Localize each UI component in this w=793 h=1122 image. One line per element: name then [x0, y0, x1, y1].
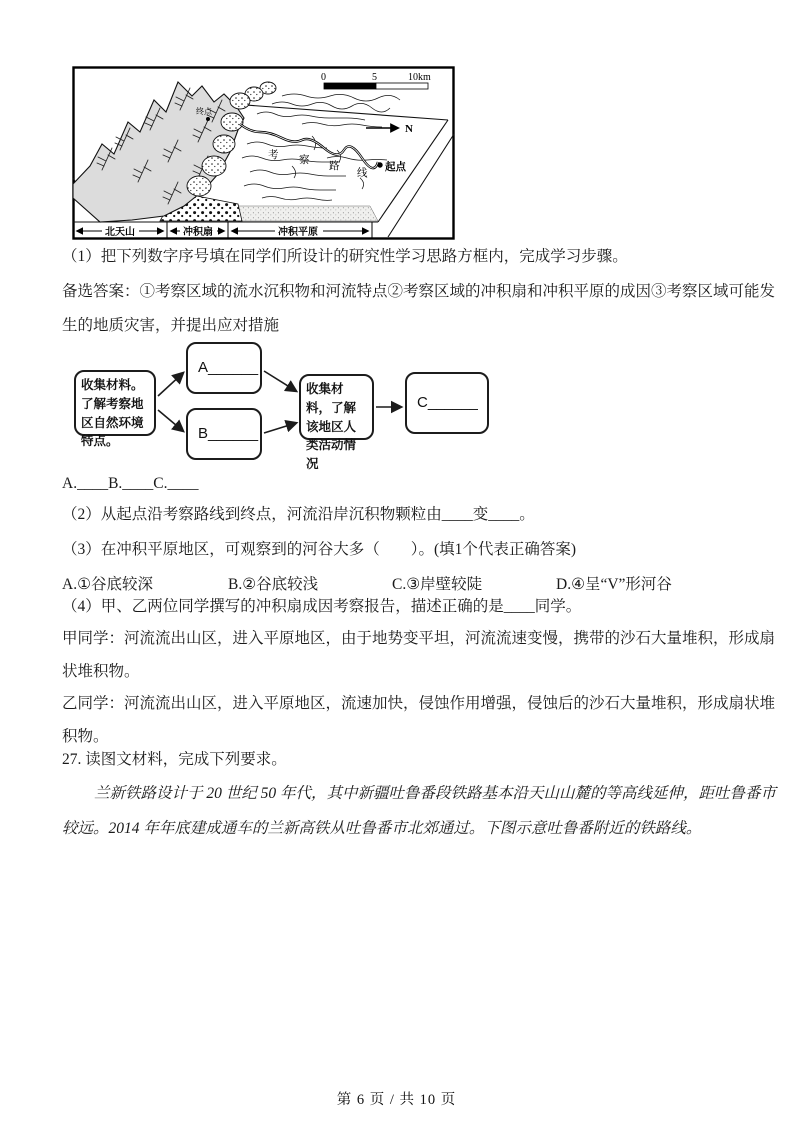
- north-label: N: [405, 123, 413, 135]
- alt-answers-line-2: 生的地质灾害，并提出应对措施: [62, 317, 280, 334]
- slot-c-label: C: [417, 393, 428, 411]
- end-point-label: 终点: [196, 107, 212, 116]
- study-flowchart: [70, 340, 500, 471]
- flowchart-box-c: [405, 372, 489, 434]
- student-yi-line-2: 积物。: [62, 728, 109, 745]
- q27-material-line-1: 兰新铁路设计于 20 世纪 50 年代，其中新疆吐鲁番段铁路基本沿天山山麓的等高线延伸，距吐鲁番市: [94, 785, 777, 802]
- flowchart-box-collect-human: 收集材料，了解该地区人类活动情况: [299, 374, 374, 440]
- route-char-2: 察: [299, 155, 310, 166]
- zone-label-beitianshan: 北天山: [105, 227, 135, 238]
- slot-a-blank: ______: [208, 358, 259, 376]
- end-point-dot: [206, 117, 210, 121]
- question-3-text: （3）在冲积平原地区，可观察到的河谷大多（ ）。(填1个代表正确答案): [62, 541, 577, 558]
- plain-front-strip: [238, 206, 378, 221]
- scale-tick-10: 10km: [408, 72, 431, 83]
- answer-blanks-line: A.____B.____C.____: [62, 475, 199, 492]
- zone-label-chongjishan: 冲积扇: [183, 227, 213, 238]
- slot-b-blank: ______: [208, 424, 259, 442]
- flowchart-box-a: [186, 342, 262, 394]
- question-27-heading: 27. 读图文材料，完成下列要求。: [62, 751, 287, 768]
- terrain-diagram: [72, 66, 455, 240]
- route-char-1: 考: [268, 150, 279, 161]
- question-1-text: （1）把下列数字序号填在同学们所设计的研究性学习思路方框内，完成学习步骤。: [62, 248, 628, 265]
- zone-label-chongjipingyuan: 冲积平原: [278, 227, 318, 238]
- student-jia-line-1: 甲同学：河流流出山区，进入平原地区，由于地势变平坦，河流流速变慢，携带的沙石大量堆积，形成扇: [62, 630, 776, 647]
- q3-option-c: C.③岸壁较陡: [392, 576, 483, 593]
- route-char-3: 路: [329, 161, 340, 172]
- page-footer: 第 6 页 / 共 10 页: [336, 1092, 457, 1108]
- question-4-text: （4）甲、乙两位同学撰写的冲积扇成因考察报告，描述正确的是____同学。: [62, 598, 582, 615]
- alt-answers-line-1: 备选答案：①考察区域的流水沉积物和河流特点②考察区域的冲积扇和冲积平原的成因③考察区域可能发: [62, 283, 776, 300]
- flowchart-box-b: [186, 408, 262, 460]
- question-2-text: （2）从起点沿考察路线到终点，河流沿岸沉积物颗粒由____变____。: [62, 506, 535, 523]
- student-yi-line-1: 乙同学：河流流出山区，进入平原地区，流速加快，侵蚀作用增强，侵蚀后的沙石大量堆积，形成扇状堆: [62, 695, 776, 712]
- q3-option-b: B.②谷底较浅: [228, 576, 319, 593]
- scale-tick-5: 5: [372, 72, 377, 83]
- q27-material-line-2: 较远。2014 年年底建成通车的兰新高铁从吐鲁番市北郊通过。下图示意吐鲁番附近的铁路线。: [62, 820, 702, 837]
- terrain-diagram-svg: [72, 66, 455, 240]
- flowchart-box-collect-nature: 收集材料。了解考察地区自然环境特点。: [74, 370, 156, 436]
- q3-option-d: D.④呈“V”形河谷: [556, 576, 672, 593]
- slot-c-blank: ______: [427, 393, 478, 411]
- start-point-label: 起点: [385, 162, 406, 173]
- route-char-4: 线: [357, 168, 368, 179]
- student-jia-line-2: 状堆积物。: [62, 663, 140, 680]
- start-point-dot: [377, 162, 382, 167]
- q3-option-a: A.①谷底较深: [62, 576, 153, 593]
- slot-b-label: B: [198, 424, 209, 442]
- slot-a-label: A: [198, 358, 209, 376]
- scale-tick-0: 0: [321, 72, 326, 83]
